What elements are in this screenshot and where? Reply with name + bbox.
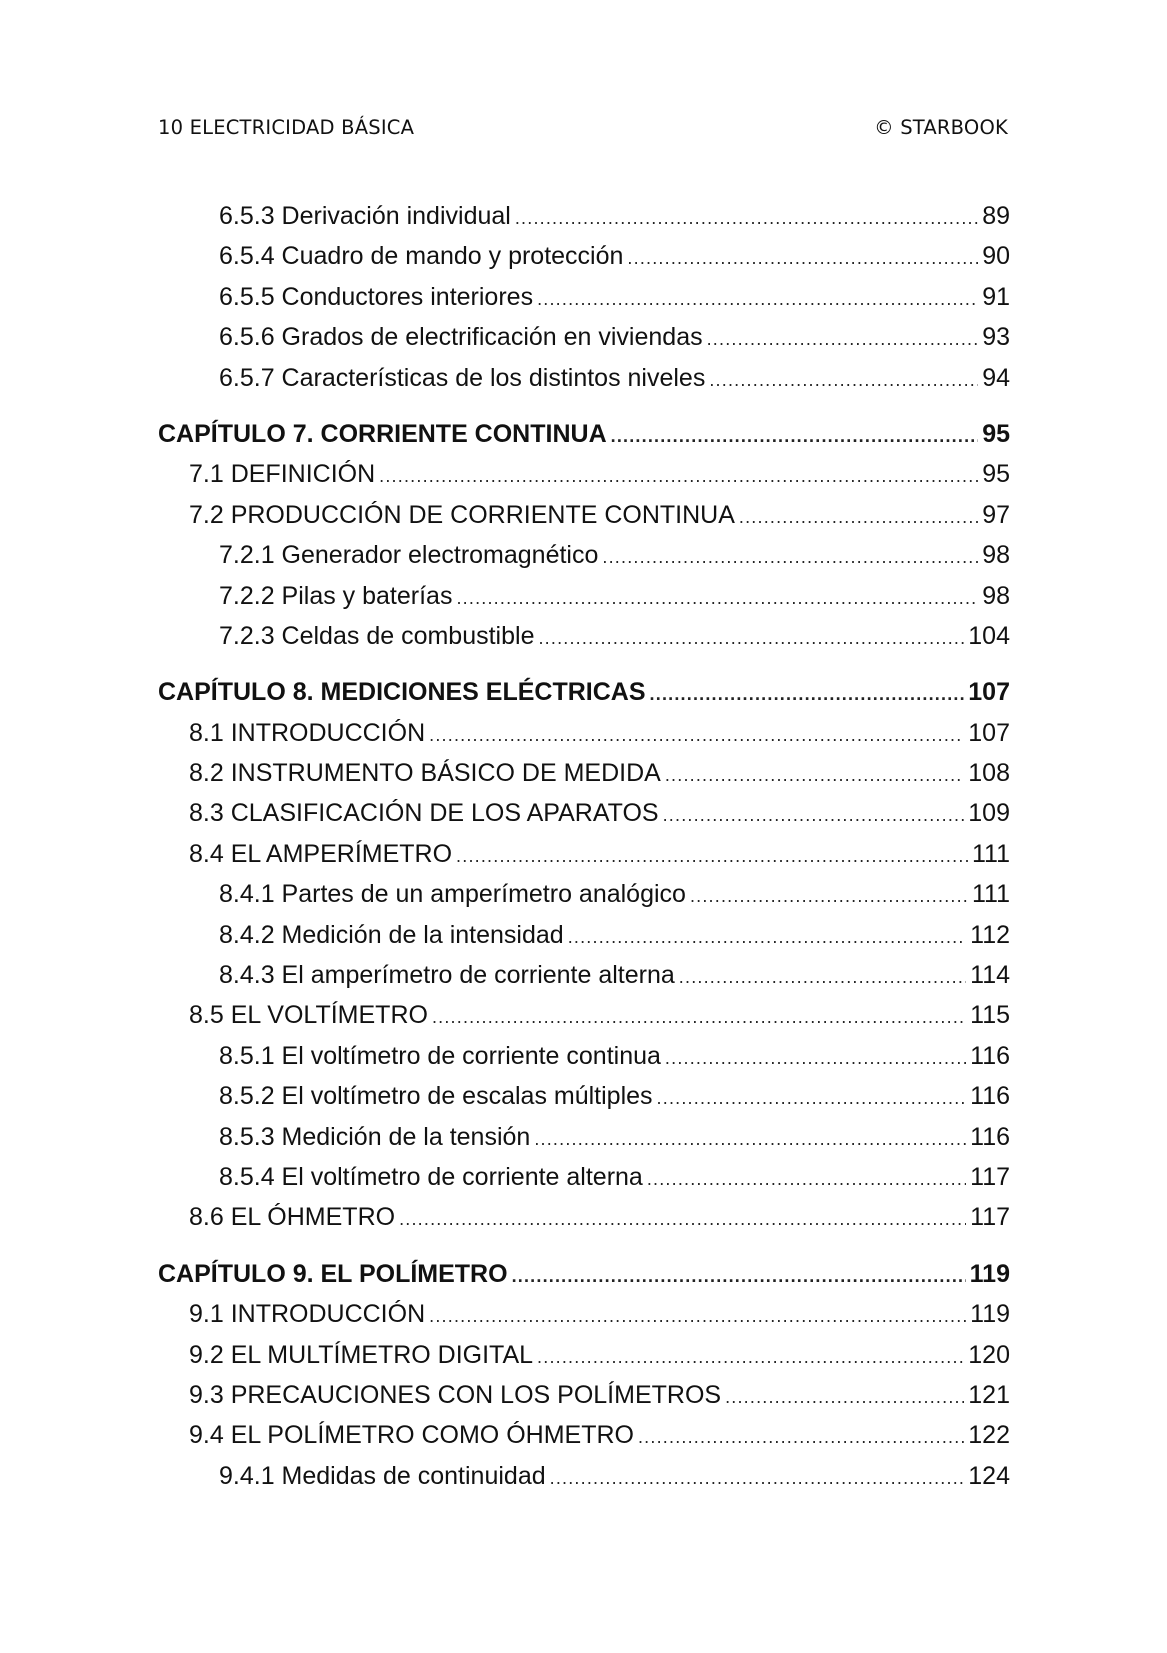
toc-entry-title: 6.5.6 Grados de electrificación en viviendas <box>219 323 703 352</box>
toc-dot-leader <box>665 1038 966 1078</box>
toc-dot-leader <box>650 674 965 714</box>
toc-entry <box>158 874 1010 914</box>
toc-entry <box>158 1157 1010 1197</box>
toc-chapter-entry <box>158 414 1010 454</box>
toc-chapter-entry <box>158 1254 1010 1294</box>
toc-dot-leader <box>537 1337 964 1377</box>
toc-entry-page-number: 117 <box>970 1162 1010 1191</box>
toc-dot-leader <box>602 537 978 577</box>
header-book-title: 10 ELECTRICIDAD BÁSICA <box>158 116 415 139</box>
toc-entry <box>158 753 1010 793</box>
toc-dot-leader <box>647 1159 966 1199</box>
toc-entry-title: 9.4 EL POLÍMETRO COMO ÓHMETRO <box>189 1421 634 1450</box>
toc-entry <box>158 1375 1010 1415</box>
toc-dot-leader <box>707 319 979 359</box>
toc-dot-leader <box>537 279 978 319</box>
toc-entry <box>158 358 1010 398</box>
toc-entry <box>158 1294 1010 1334</box>
toc-dot-leader <box>690 876 968 916</box>
toc-entry <box>158 915 1010 955</box>
toc-entry <box>158 1036 1010 1076</box>
toc-chapter-entry <box>158 672 1010 712</box>
toc-entry-page-number: 107 <box>968 718 1010 747</box>
running-header <box>158 116 1008 139</box>
toc-entry <box>158 1456 1010 1496</box>
toc-entry-page-number: 112 <box>970 920 1010 949</box>
toc-entry-title: 8.1 INTRODUCCIÓN <box>189 718 426 747</box>
toc-entry <box>158 1335 1010 1375</box>
toc-dot-leader <box>379 456 978 496</box>
toc-entry-page-number: 98 <box>982 541 1010 570</box>
toc-entry-page-number: 91 <box>982 282 1010 311</box>
toc-dot-leader <box>515 198 978 238</box>
toc-entry-page-number: 122 <box>968 1421 1010 1450</box>
toc-entry-title: 8.4.1 Partes de un amperímetro analógico <box>219 880 686 909</box>
toc-entry-page-number: 94 <box>982 363 1010 392</box>
toc-entry <box>158 495 1010 535</box>
toc-entry <box>158 535 1010 575</box>
toc-entry <box>158 834 1010 874</box>
toc-entry-title: 7.2 PRODUCCIÓN DE CORRIENTE CONTINUA <box>189 500 735 529</box>
toc-dot-leader <box>456 836 968 876</box>
toc-entry <box>158 236 1010 276</box>
toc-entry-page-number: 98 <box>982 581 1010 610</box>
toc-entry-page-number: 111 <box>971 880 1010 909</box>
toc-entry-title: 8.5.1 El voltímetro de corriente continua <box>219 1041 661 1070</box>
toc-entry <box>158 1117 1010 1157</box>
toc-entry-page-number: 107 <box>968 678 1010 707</box>
toc-entry-title: 9.1 INTRODUCCIÓN <box>189 1300 426 1329</box>
table-of-contents <box>158 196 1010 1496</box>
toc-entry-page-number: 93 <box>982 323 1010 352</box>
toc-entry-page-number: 90 <box>982 242 1010 271</box>
toc-entry-title: 7.2.1 Generador electromagnético <box>219 541 599 570</box>
toc-entry-title: 9.3 PRECAUCIONES CON LOS POLÍMETROS <box>189 1380 722 1409</box>
toc-entry <box>158 616 1010 656</box>
toc-entry-page-number: 97 <box>982 500 1010 529</box>
toc-entry-title: 8.6 EL ÓHMETRO <box>189 1203 396 1232</box>
toc-dot-leader <box>538 618 964 658</box>
toc-entry-title: 6.5.4 Cuadro de mando y protección <box>219 242 624 271</box>
toc-dot-leader <box>739 497 978 537</box>
toc-entry-page-number: 95 <box>982 460 1010 489</box>
toc-dot-leader <box>679 957 966 997</box>
toc-entry-title: 8.4.3 El amperímetro de corriente alterna <box>219 961 675 990</box>
toc-entry-page-number: 116 <box>970 1122 1010 1151</box>
toc-entry-page-number: 109 <box>968 799 1010 828</box>
toc-entry <box>158 576 1010 616</box>
toc-entry <box>158 277 1010 317</box>
toc-dot-leader <box>725 1377 964 1417</box>
toc-entry-page-number: 120 <box>968 1340 1010 1369</box>
toc-entry-title: 6.5.3 Derivación individual <box>219 202 511 230</box>
toc-entry-page-number: 111 <box>971 839 1010 868</box>
toc-dot-leader <box>568 917 966 957</box>
toc-entry-title: 8.3 CLASIFICACIÓN DE LOS APARATOS <box>189 799 659 828</box>
toc-entry-title: 9.2 EL MULTÍMETRO DIGITAL <box>189 1340 534 1369</box>
toc-entry-title: 8.5 EL VOLTÍMETRO <box>189 1001 428 1030</box>
toc-entry-title: CAPÍTULO 8. MEDICIONES ELÉCTRICAS <box>158 678 646 707</box>
toc-entry <box>158 454 1010 494</box>
toc-entry-title: 8.2 INSTRUMENTO BÁSICO DE MEDIDA <box>189 759 661 788</box>
toc-entry-page-number: 116 <box>970 1082 1010 1111</box>
toc-dot-leader <box>657 1078 967 1118</box>
toc-entry-page-number: 89 <box>982 202 1010 230</box>
toc-entry-title: 8.5.2 El voltímetro de escalas múltiples <box>219 1082 653 1111</box>
toc-entry-page-number: 104 <box>968 621 1010 650</box>
toc-entry-page-number: 119 <box>970 1300 1010 1329</box>
toc-entry-title: 7.2.3 Celdas de combustible <box>219 621 535 650</box>
header-publisher: © STARBOOK <box>874 116 1008 139</box>
toc-entry <box>158 317 1010 357</box>
toc-entry-page-number: 95 <box>982 419 1010 448</box>
toc-entry-page-number: 114 <box>970 961 1010 990</box>
toc-entry-title: 6.5.7 Características de los distintos niveles <box>219 363 706 392</box>
toc-entry-title: 7.1 DEFINICIÓN <box>189 460 376 489</box>
toc-entry <box>158 1415 1010 1455</box>
toc-dot-leader <box>432 997 966 1037</box>
toc-dot-leader <box>611 416 979 456</box>
toc-dot-leader <box>429 1296 966 1336</box>
toc-dot-leader <box>429 715 964 755</box>
toc-entry-title: 8.5.4 El voltímetro de corriente alterna <box>219 1162 643 1191</box>
toc-dot-leader <box>627 238 978 278</box>
toc-entry-title: 8.4 EL AMPERÍMETRO <box>189 839 453 868</box>
toc-dot-leader <box>709 360 978 400</box>
toc-entry <box>158 995 1010 1035</box>
toc-entry-page-number: 116 <box>970 1041 1010 1070</box>
toc-entry <box>158 713 1010 753</box>
toc-entry-title: 8.4.2 Medición de la intensidad <box>219 920 564 949</box>
toc-dot-leader <box>665 755 964 795</box>
toc-entry <box>158 1076 1010 1116</box>
toc-dot-leader <box>550 1458 965 1498</box>
toc-dot-leader <box>534 1119 966 1159</box>
toc-entry-title: CAPÍTULO 9. EL POLÍMETRO <box>158 1259 508 1288</box>
toc-dot-leader <box>456 578 978 618</box>
toc-entry-title: 9.4.1 Medidas de continuidad <box>219 1461 546 1490</box>
toc-entry-title: CAPÍTULO 7. CORRIENTE CONTINUA <box>158 419 607 448</box>
toc-entry <box>158 793 1010 833</box>
toc-dot-leader <box>512 1256 966 1296</box>
toc-entry-title: 8.5.3 Medición de la tensión <box>219 1122 531 1151</box>
toc-dot-leader <box>638 1417 964 1457</box>
toc-entry <box>158 196 1010 236</box>
toc-entry-title: 6.5.5 Conductores interiores <box>219 282 534 311</box>
toc-entry-page-number: 119 <box>969 1259 1010 1288</box>
toc-entry-page-number: 108 <box>968 759 1010 788</box>
toc-entry-page-number: 121 <box>968 1380 1010 1409</box>
toc-dot-leader <box>399 1199 966 1239</box>
toc-dot-leader <box>663 795 965 835</box>
toc-entry-page-number: 115 <box>970 1001 1010 1030</box>
toc-entry <box>158 955 1010 995</box>
toc-entry <box>158 1197 1010 1237</box>
toc-entry-title: 7.2.2 Pilas y baterías <box>219 581 453 610</box>
toc-entry-page-number: 117 <box>970 1203 1010 1232</box>
toc-entry-page-number: 124 <box>968 1461 1010 1490</box>
